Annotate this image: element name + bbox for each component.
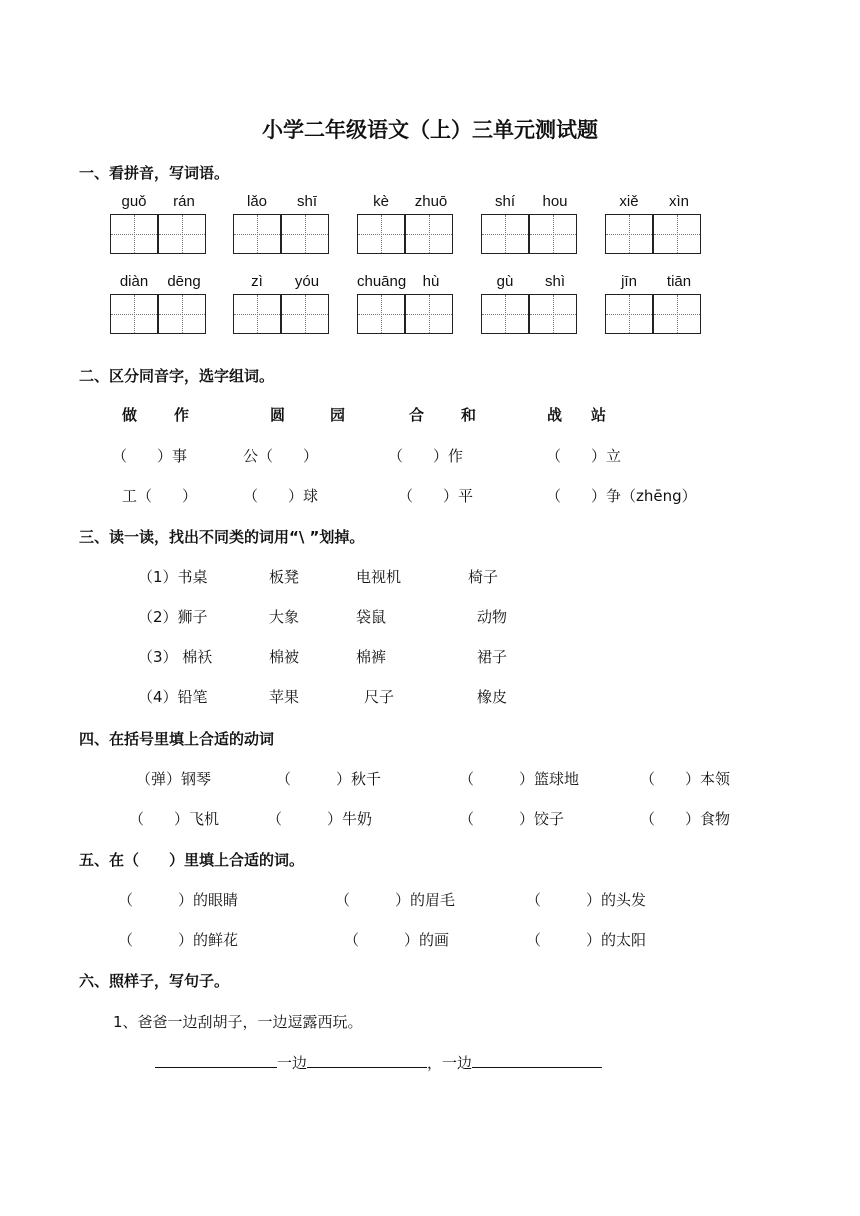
pinyin-label: lǎo xyxy=(246,193,268,210)
pinyin-label: kè xyxy=(373,193,389,210)
fill-item: （ ）的太阳 xyxy=(526,931,647,949)
writing-cell[interactable] xyxy=(110,214,158,254)
word-item: 苹果 xyxy=(269,688,300,706)
fill-item: （ ）立 xyxy=(546,447,622,465)
pinyin-label: dēng xyxy=(167,273,201,290)
fill-item: （ ）食物 xyxy=(640,810,731,828)
word-item: 电视机 xyxy=(356,568,402,586)
pinyin-label: hù xyxy=(422,273,440,290)
word-item: 大象 xyxy=(269,608,300,626)
fill-item: （ ）的眼睛 xyxy=(118,891,239,909)
char-option: 合 xyxy=(409,406,425,424)
writing-cell[interactable] xyxy=(529,214,577,254)
fill-item: （ ）球 xyxy=(243,487,319,505)
page-title: 小学二年级语文（上）三单元测试题 xyxy=(262,118,598,142)
pinyin-label: chuāng xyxy=(357,273,407,290)
word-item: 袋鼠 xyxy=(356,608,387,626)
word-item: 椅子 xyxy=(468,568,499,586)
fill-item: （ ）篮球地 xyxy=(459,770,580,788)
pinyin-label: yóu xyxy=(294,273,320,290)
connector-word: 一边 xyxy=(277,1054,308,1072)
connector-word: ，一边 xyxy=(427,1054,473,1072)
fill-item: （ ）事 xyxy=(112,447,188,465)
fill-item: （弹）钢琴 xyxy=(136,770,212,788)
writing-cell[interactable] xyxy=(605,214,653,254)
pinyin-label: tiān xyxy=(666,273,692,290)
answer-line xyxy=(155,1051,602,1073)
writing-cell[interactable] xyxy=(281,294,329,334)
fill-item: （ ）饺子 xyxy=(459,810,565,828)
fill-item: （ ）的鲜花 xyxy=(118,931,239,949)
blank-line xyxy=(472,1051,602,1068)
writing-cell[interactable] xyxy=(357,214,405,254)
fill-item: （ ）作 xyxy=(388,447,464,465)
word-item: 棉裤 xyxy=(356,648,387,666)
fill-item: （ ）平 xyxy=(398,487,474,505)
char-option: 圆 xyxy=(270,406,286,424)
pinyin-label: diàn xyxy=(119,273,149,290)
pinyin-label: rán xyxy=(173,193,195,210)
writing-cell[interactable] xyxy=(357,294,405,334)
word-item: 板凳 xyxy=(269,568,300,586)
pinyin-label: guǒ xyxy=(121,193,147,210)
pinyin-label: gù xyxy=(496,273,514,290)
section5-heading: 五、在（ ）里填上合适的词。 xyxy=(79,851,305,869)
pinyin-label: xiě xyxy=(619,193,639,210)
word-item: 动物 xyxy=(477,608,508,626)
writing-cell[interactable] xyxy=(405,214,453,254)
section3-heading: 三、读一读，找出不同类的词用“\ ”划掉。 xyxy=(79,528,365,546)
word-item: （4）铅笔 xyxy=(138,688,208,706)
example-sentence: 1、爸爸一边刮胡子，一边逗露西玩。 xyxy=(113,1013,363,1031)
writing-cell[interactable] xyxy=(481,214,529,254)
pinyin-label: jīn xyxy=(621,273,637,290)
writing-cell[interactable] xyxy=(605,294,653,334)
pinyin-label: zhuō xyxy=(414,193,448,210)
writing-cell[interactable] xyxy=(653,214,701,254)
fill-item: （ ）争（zhēng） xyxy=(546,487,697,505)
word-item: （3） 棉袄 xyxy=(138,648,213,666)
writing-cell[interactable] xyxy=(110,294,158,334)
char-option: 和 xyxy=(461,406,477,424)
writing-cell[interactable] xyxy=(529,294,577,334)
fill-item: （ ）牛奶 xyxy=(267,810,373,828)
char-option: 战 xyxy=(547,406,563,424)
writing-cell[interactable] xyxy=(158,214,206,254)
word-item: 裙子 xyxy=(477,648,508,666)
pinyin-label: shí xyxy=(494,193,515,210)
char-option: 站 xyxy=(591,406,607,424)
pinyin-label: shī xyxy=(296,193,317,210)
section1-heading: 一、看拼音，写词语。 xyxy=(79,164,230,182)
fill-item: （ ）的眉毛 xyxy=(335,891,456,909)
pinyin-label: xìn xyxy=(668,193,689,210)
char-option: 作 xyxy=(174,406,190,424)
pinyin-label: shì xyxy=(544,273,565,290)
word-item: （1）书桌 xyxy=(138,568,208,586)
char-option: 做 xyxy=(122,406,138,424)
writing-cell[interactable] xyxy=(233,214,281,254)
writing-cell[interactable] xyxy=(281,214,329,254)
pinyin-label: hou xyxy=(542,193,568,210)
fill-item: （ ）秋千 xyxy=(276,770,382,788)
word-item: 棉被 xyxy=(269,648,300,666)
blank-line xyxy=(307,1051,427,1068)
writing-cell[interactable] xyxy=(481,294,529,334)
word-item: 橡皮 xyxy=(477,688,508,706)
writing-cell[interactable] xyxy=(405,294,453,334)
char-option: 园 xyxy=(330,406,346,424)
fill-item: （ ）飞机 xyxy=(129,810,220,828)
section2-heading: 二、区分同音字，选字组词。 xyxy=(79,367,275,385)
fill-item: （ ）的画 xyxy=(344,931,450,949)
writing-cell[interactable] xyxy=(158,294,206,334)
writing-cell[interactable] xyxy=(233,294,281,334)
word-item: 尺子 xyxy=(364,688,395,706)
blank-line xyxy=(155,1051,277,1068)
word-item: （2）狮子 xyxy=(138,608,208,626)
pinyin-label: zì xyxy=(251,273,263,290)
fill-item: （ ）本领 xyxy=(640,770,731,788)
fill-item: （ ）的头发 xyxy=(526,891,647,909)
section6-heading: 六、照样子，写句子。 xyxy=(79,972,230,990)
section4-heading: 四、在括号里填上合适的动词 xyxy=(79,730,275,748)
writing-cell[interactable] xyxy=(653,294,701,334)
fill-item: 工（ ） xyxy=(122,487,198,505)
fill-item: 公（ ） xyxy=(243,447,319,465)
